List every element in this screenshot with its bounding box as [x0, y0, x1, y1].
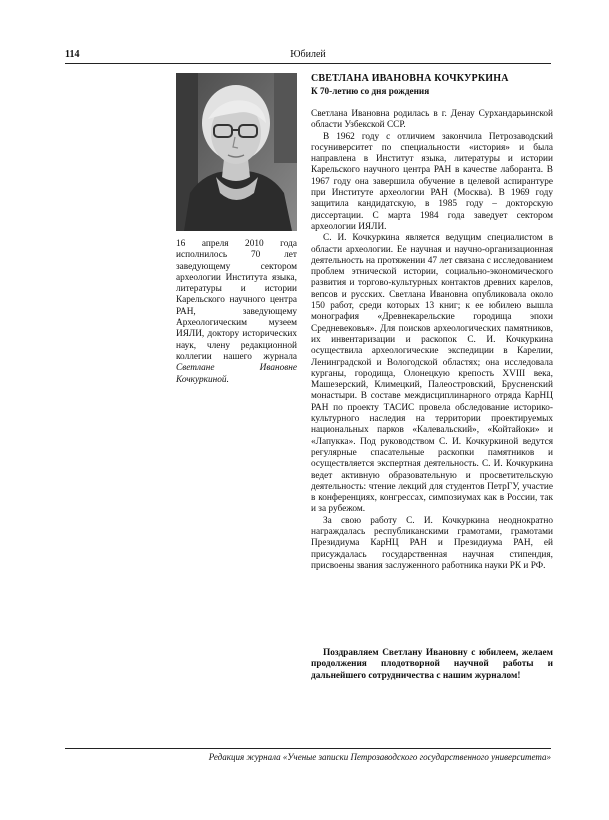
paragraph: В 1962 году с отличием закончила Петрозаводский госуниверситет по специальности «история» и была направлена в Институт языка, литературы и истории Карельского научного центра РАН в качестве лаборанта. В 1967 году она завершила обучение в целевой аспирантуре при Институте археологии РАН (Москва). В 1969 году защитила кандидатскую, в 1985 году – докторскую диссертации. С марта 1984 года заведует сектором археологии ИЯЛИ. [311, 131, 553, 232]
article-body [311, 109, 553, 572]
caption-text: 16 апреля 2010 года исполнилось 70 лет заведующему сектором археологии Института языка, литературы и истории Карельского научного центра РАН, заведующему Археологическим музеем ИЯЛИ, доктору исторических наук, члену редакционной коллегии нашего журнала [176, 239, 297, 362]
photo-caption [176, 239, 297, 386]
paragraph: С. И. Кочкуркина является ведущим специалистом в области археологии. Ее научная и научно-организационная деятельность на протяжении 47 лет связана с исследованием проблем этнической истории, социально-экономического развития и торгово-культурных контактов древних карелов, вепсов и русских. Светлана Ивановна опубликовала около 150 работ, среди которых 13 книг; к ее юбилею вышла монография «Древнекарельские городища эпохи Средневековья». Для поисков археологических памятников, их инвентаризации и раскопок С. И. Кочкуркина осуществила археологические экспедиции в Карелии, Ленинградской и Вологодской областях; она исследовала курганы, городища, Олонецкую крепость XVIII века, Машезерский, Климецкий, Палеостровский, Брусненский монастыри. В составе междисциплинарного отряда КарНЦ РАН по проекту ТАСИС провела обследование историко-культурного наследия на территории проектируемых национальных парков «Калевальский», «Койтайоки» и «Лапукка». Под руководством С. И. Кочкуркиной ведутся регулярные спасательные раскопки памятников и осуществляется экспертная деятельность. С. И. Кочкуркина ведет активную образовательную и просветительскую деятельность: чтение лекций для студентов ПетрГУ, участие в конференциях, конгрессах, симпозиумах как в России, так и за рубежом. [311, 233, 553, 515]
portrait-photo [176, 73, 297, 231]
article-title: СВЕТЛАНА ИВАНОВНА КОЧКУРКИНА [311, 73, 509, 84]
running-title: Юбилей [290, 49, 326, 60]
caption-name: Светлане Ивановне Кочкуркиной. [176, 363, 297, 385]
congratulations: Поздравляем Светлану Ивановну с юбилеем, желаем продолжения плодотворной научной работы и дальнейшего сотрудничества с нашим журналом! [311, 648, 553, 681]
page-header [65, 47, 551, 64]
page-footer [65, 748, 551, 765]
portrait-illustration [176, 73, 297, 231]
article-subtitle: К 70-летию со дня рождения [311, 86, 430, 96]
article-heading [311, 73, 553, 97]
paragraph: За свою работу С. И. Кочкуркина неоднократно награждалась республиканскими грамотами, грамотами Президиума КарНЦ РАН и Президиума РАН, ей присуждалась государственная научная стипендия, присвоены звания заслуженного работника науки РК и РФ. [311, 515, 553, 571]
paragraph: Светлана Ивановна родилась в г. Денау Сурхандарьинской области Узбекской ССР. [311, 109, 553, 131]
editorial-signature: Редакция журнала «Ученые записки Петрозаводского государственного университета» [208, 752, 551, 762]
page-number: 114 [65, 49, 80, 60]
